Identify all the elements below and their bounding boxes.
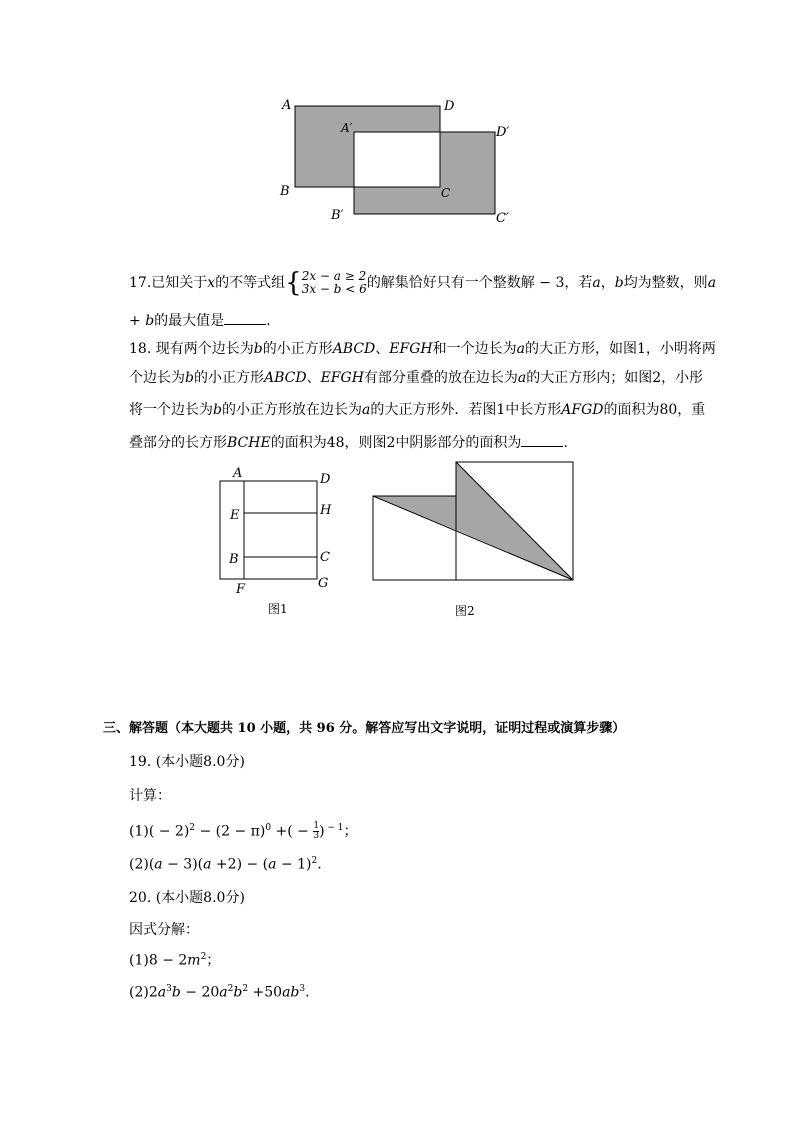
inequality-system: 2x − a ≥ 2 3x − b < 6 xyxy=(301,269,367,296)
label-C-prime: C′ xyxy=(496,211,509,226)
question-18-line1: 18. 现有两个边长为b的小正方形ABCD、EFGH和一个边长为a的大正方形，如图1，小明将两 xyxy=(129,341,716,357)
label-B-prime: B′ xyxy=(331,208,344,223)
question-20-part2: $(2)2a^3b - 20a^2b^2 +50ab^3$. xyxy=(129,984,310,1001)
fig1-label-H: H xyxy=(320,503,332,518)
fig1-label-C: C xyxy=(320,550,330,565)
question-20-header: 20. (本小题8.0分) xyxy=(129,890,245,906)
label-D-prime: D′ xyxy=(496,125,510,140)
question-19-part1: $(1)( - 2)^2 - (2 - \pi)^0$ +( − $\frac{1}{3}$ ) $^{- 1}$； xyxy=(129,821,358,841)
overlap-region xyxy=(354,132,440,187)
label-A: A xyxy=(282,98,292,113)
question-18-line3: 将一个边长为b的小正方形放在边长为a的大正方形外．若图1中长方形AFGD的面积为80，重 xyxy=(129,402,706,418)
label-B: B xyxy=(280,184,290,199)
question-20-instruction: 因式分解： xyxy=(129,922,199,938)
fig2-caption: 图2 xyxy=(455,604,475,618)
figure-2 xyxy=(370,460,580,585)
fig1-label-B: B xyxy=(229,552,239,567)
answer-blank-17[interactable] xyxy=(224,312,266,325)
answer-blank-18[interactable] xyxy=(521,434,563,447)
fig1-caption: 图1 xyxy=(268,602,288,616)
question-19-part2: $(2)(a - 3)(a +2) - (a - 1)^2$. xyxy=(129,856,322,873)
question-17-line2: + b的最大值是 . xyxy=(129,313,271,329)
question-18-line4: 叠部分的长方形BCHE的面积为48，则图2中阴影部分的面积为 . xyxy=(129,435,568,451)
fraction-one-third: $\frac{1}{3}$ xyxy=(313,821,320,841)
question-20-part1: $(1)8 - 2m^2$； xyxy=(129,952,221,969)
fig1-label-A: A xyxy=(233,466,243,481)
system-brace: { xyxy=(285,268,302,298)
question-19-header: 19. (本小题8.0分) xyxy=(129,754,245,770)
fig1-label-G: G xyxy=(318,576,329,591)
label-D: D xyxy=(444,99,455,114)
figure-1 xyxy=(215,476,325,586)
overlap-rectangles-figure xyxy=(270,95,530,230)
fig1-label-D: D xyxy=(320,472,331,487)
question-17-line1: 17.已知关于x的不等式组{ 2x − a ≥ 2 3x − b < 6 的解集恰好只有一个整数解 − 3，若a，b均为整数，则a xyxy=(129,268,717,298)
section-3-title: 三、解答题（本大题共 10 小题，共 96 分。解答应写出文字说明，证明过程或演算步骤） xyxy=(103,721,626,736)
fig1-label-E: E xyxy=(230,508,240,523)
question-18-line2: 个边长为b的小正方形ABCD、EFGH有部分重叠的放在边长为a的大正方形内；如图2，小彤 xyxy=(129,370,704,386)
label-C: C xyxy=(441,186,451,200)
label-A-prime: A′ xyxy=(341,121,353,135)
question-19-instruction: 计算： xyxy=(129,788,171,804)
fig1-label-F: F xyxy=(236,582,246,597)
